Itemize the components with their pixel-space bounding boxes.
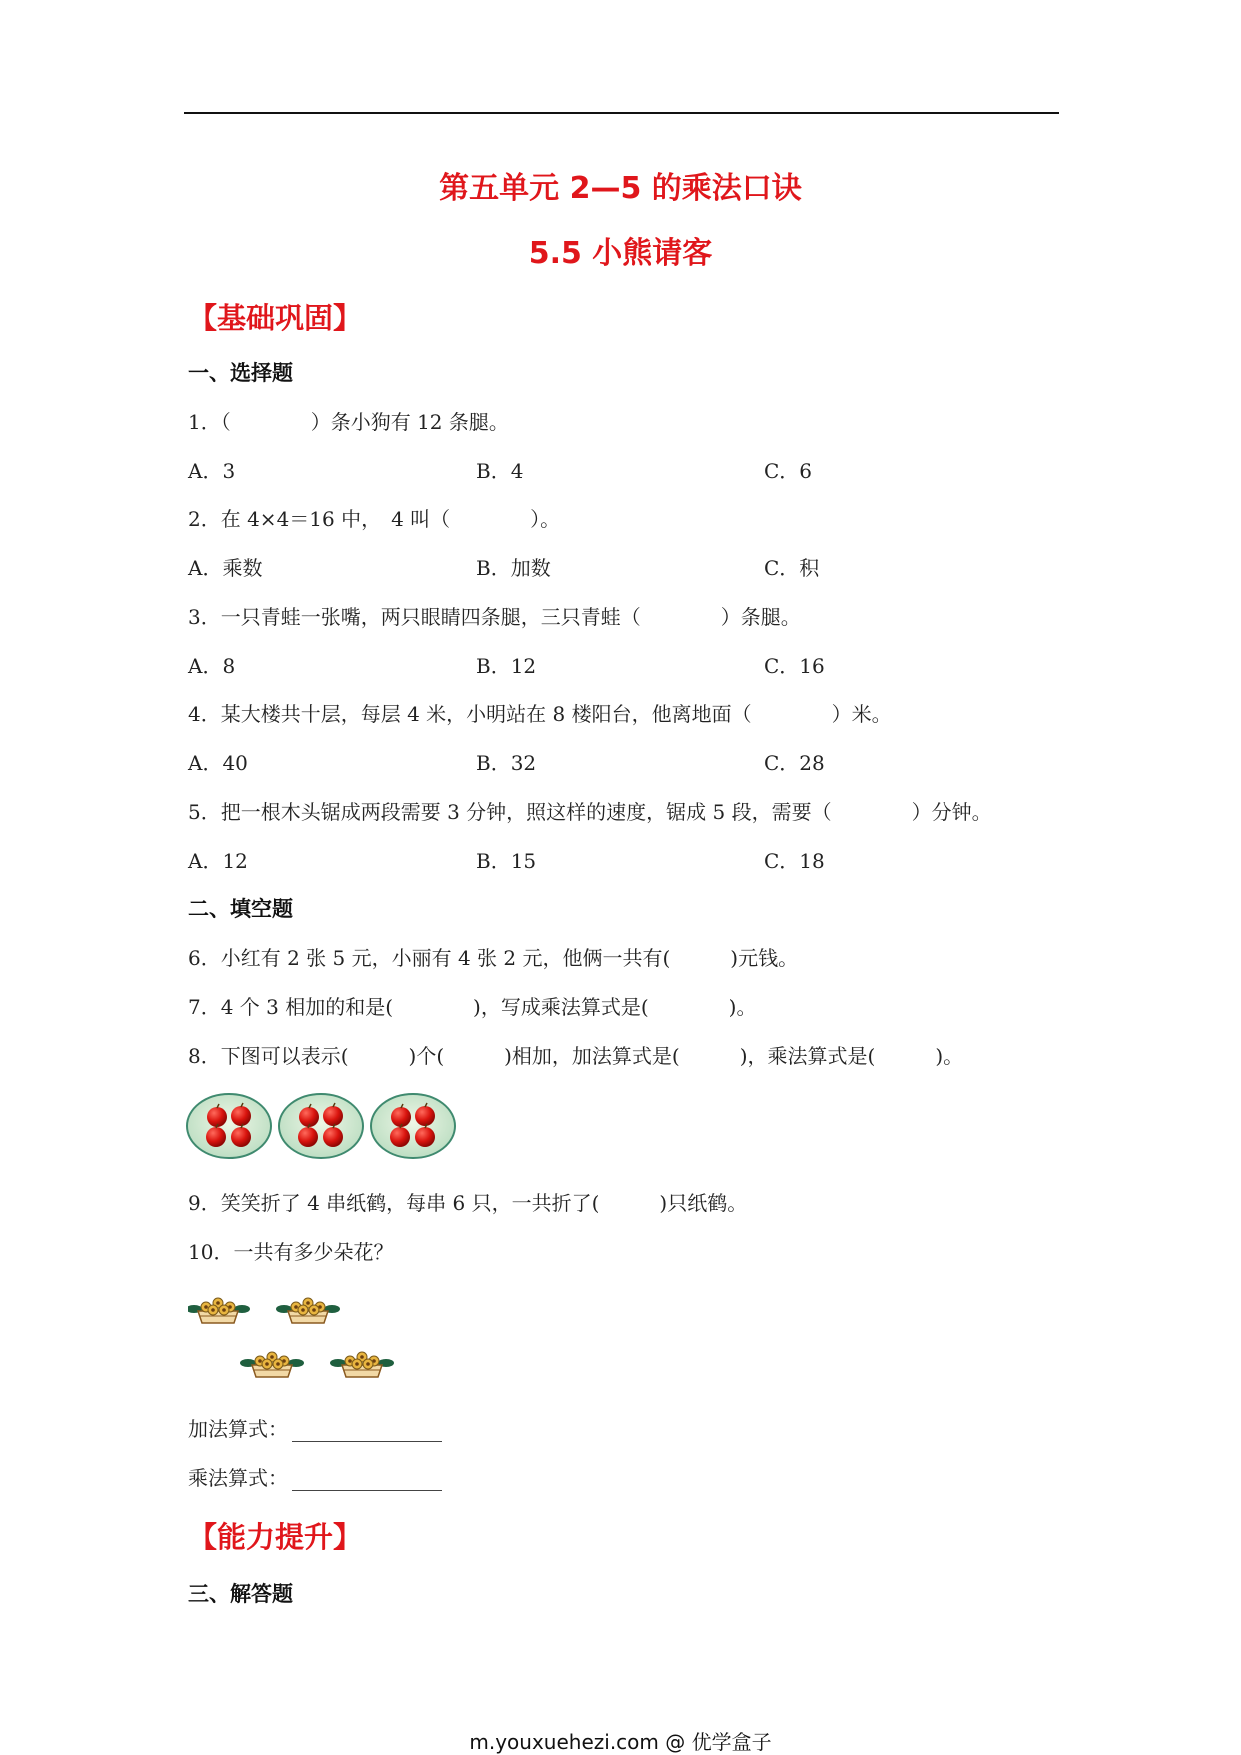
flower-baskets-figure [188, 1283, 428, 1393]
addition-label: 加法算式： [188, 1417, 288, 1441]
page-title: 第五单元 2—5 的乘法口诀 [439, 171, 802, 206]
section-advanced: 【能力提升】 [188, 1520, 363, 1554]
part3-heading: 三、解答题 [188, 1582, 293, 1606]
option-a: A．乘数 [188, 556, 263, 580]
question-7: 7．4 个 3 相加的和是( )，写成乘法算式是( )。 [188, 995, 757, 1019]
option-b: B．12 [476, 654, 537, 678]
question-6: 6．小红有 2 张 5 元，小丽有 4 张 2 元，他俩一共有( )元钱。 [188, 946, 799, 970]
option-c: C．18 [764, 849, 825, 873]
apple-icon [231, 1106, 251, 1126]
flower-basket-icon [188, 1298, 250, 1323]
option-b: B．加数 [476, 556, 551, 580]
multiplication-answer-blank[interactable] [292, 1468, 442, 1491]
lesson-subtitle: 5.5 小熊请客 [528, 236, 713, 271]
multiplication-label: 乘法算式： [188, 1466, 288, 1490]
option-a: A．12 [188, 849, 248, 873]
option-c: C．16 [764, 654, 825, 678]
option-c: C．6 [764, 459, 813, 483]
apple-icon [390, 1127, 410, 1147]
header-rule [184, 112, 1059, 114]
flower-basket-icon [276, 1298, 340, 1323]
question-5: 5．把一根木头锯成两段需要 3 分钟，照这样的速度，锯成 5 段，需要（ ）分钟。 [188, 800, 992, 824]
apple-icon [231, 1127, 251, 1147]
apple-icon [323, 1127, 343, 1147]
apple-icon [299, 1107, 319, 1127]
apple-icon [206, 1127, 226, 1147]
plate [187, 1094, 271, 1158]
flower-basket-icon [240, 1352, 304, 1377]
addition-answer-blank[interactable] [292, 1419, 442, 1442]
option-c: C．积 [764, 556, 820, 580]
multiplication-answer-row [188, 1462, 442, 1491]
question-10: 10．一共有多少朵花？ [188, 1240, 394, 1264]
question-4: 4．某大楼共十层，每层 4 米，小明站在 8 楼阳台，他离地面（ ）米。 [188, 702, 892, 726]
section-basic: 【基础巩固】 [188, 301, 363, 335]
plate [371, 1094, 455, 1158]
question-2: 2．在 4×4＝16 中， 4 叫（ ）。 [188, 507, 561, 531]
question-3: 3．一只青蛙一张嘴，两只眼睛四条腿，三只青蛙（ ）条腿。 [188, 605, 801, 629]
question-8: 8．下图可以表示( )个( )相加，加法算式是( )，乘法算式是( )。 [188, 1044, 964, 1068]
option-c: C．28 [764, 751, 825, 775]
apple-icon [415, 1106, 435, 1126]
option-a: A．3 [188, 459, 236, 483]
apple-icon [415, 1127, 435, 1147]
apple-plates-figure [186, 1092, 461, 1160]
question-1: 1．（ ）条小狗有 12 条腿。 [188, 410, 509, 434]
apple-icon [323, 1106, 343, 1126]
footer-watermark: m.youxuehezi.com @ 优学盒子 [469, 1730, 772, 1754]
part2-heading: 二、填空题 [188, 897, 293, 921]
apple-icon [207, 1107, 227, 1127]
option-a: A．8 [188, 654, 236, 678]
apple-icon [391, 1107, 411, 1127]
option-b: B．4 [476, 459, 524, 483]
flower-basket-icon [330, 1352, 394, 1377]
question-9: 9．笑笑折了 4 串纸鹤，每串 6 只，一共折了( )只纸鹤。 [188, 1191, 748, 1215]
option-b: B．32 [476, 751, 537, 775]
addition-answer-row [188, 1413, 442, 1442]
option-a: A．40 [188, 751, 248, 775]
option-b: B．15 [476, 849, 537, 873]
plate [279, 1094, 363, 1158]
part1-heading: 一、选择题 [188, 361, 293, 385]
apple-icon [298, 1127, 318, 1147]
